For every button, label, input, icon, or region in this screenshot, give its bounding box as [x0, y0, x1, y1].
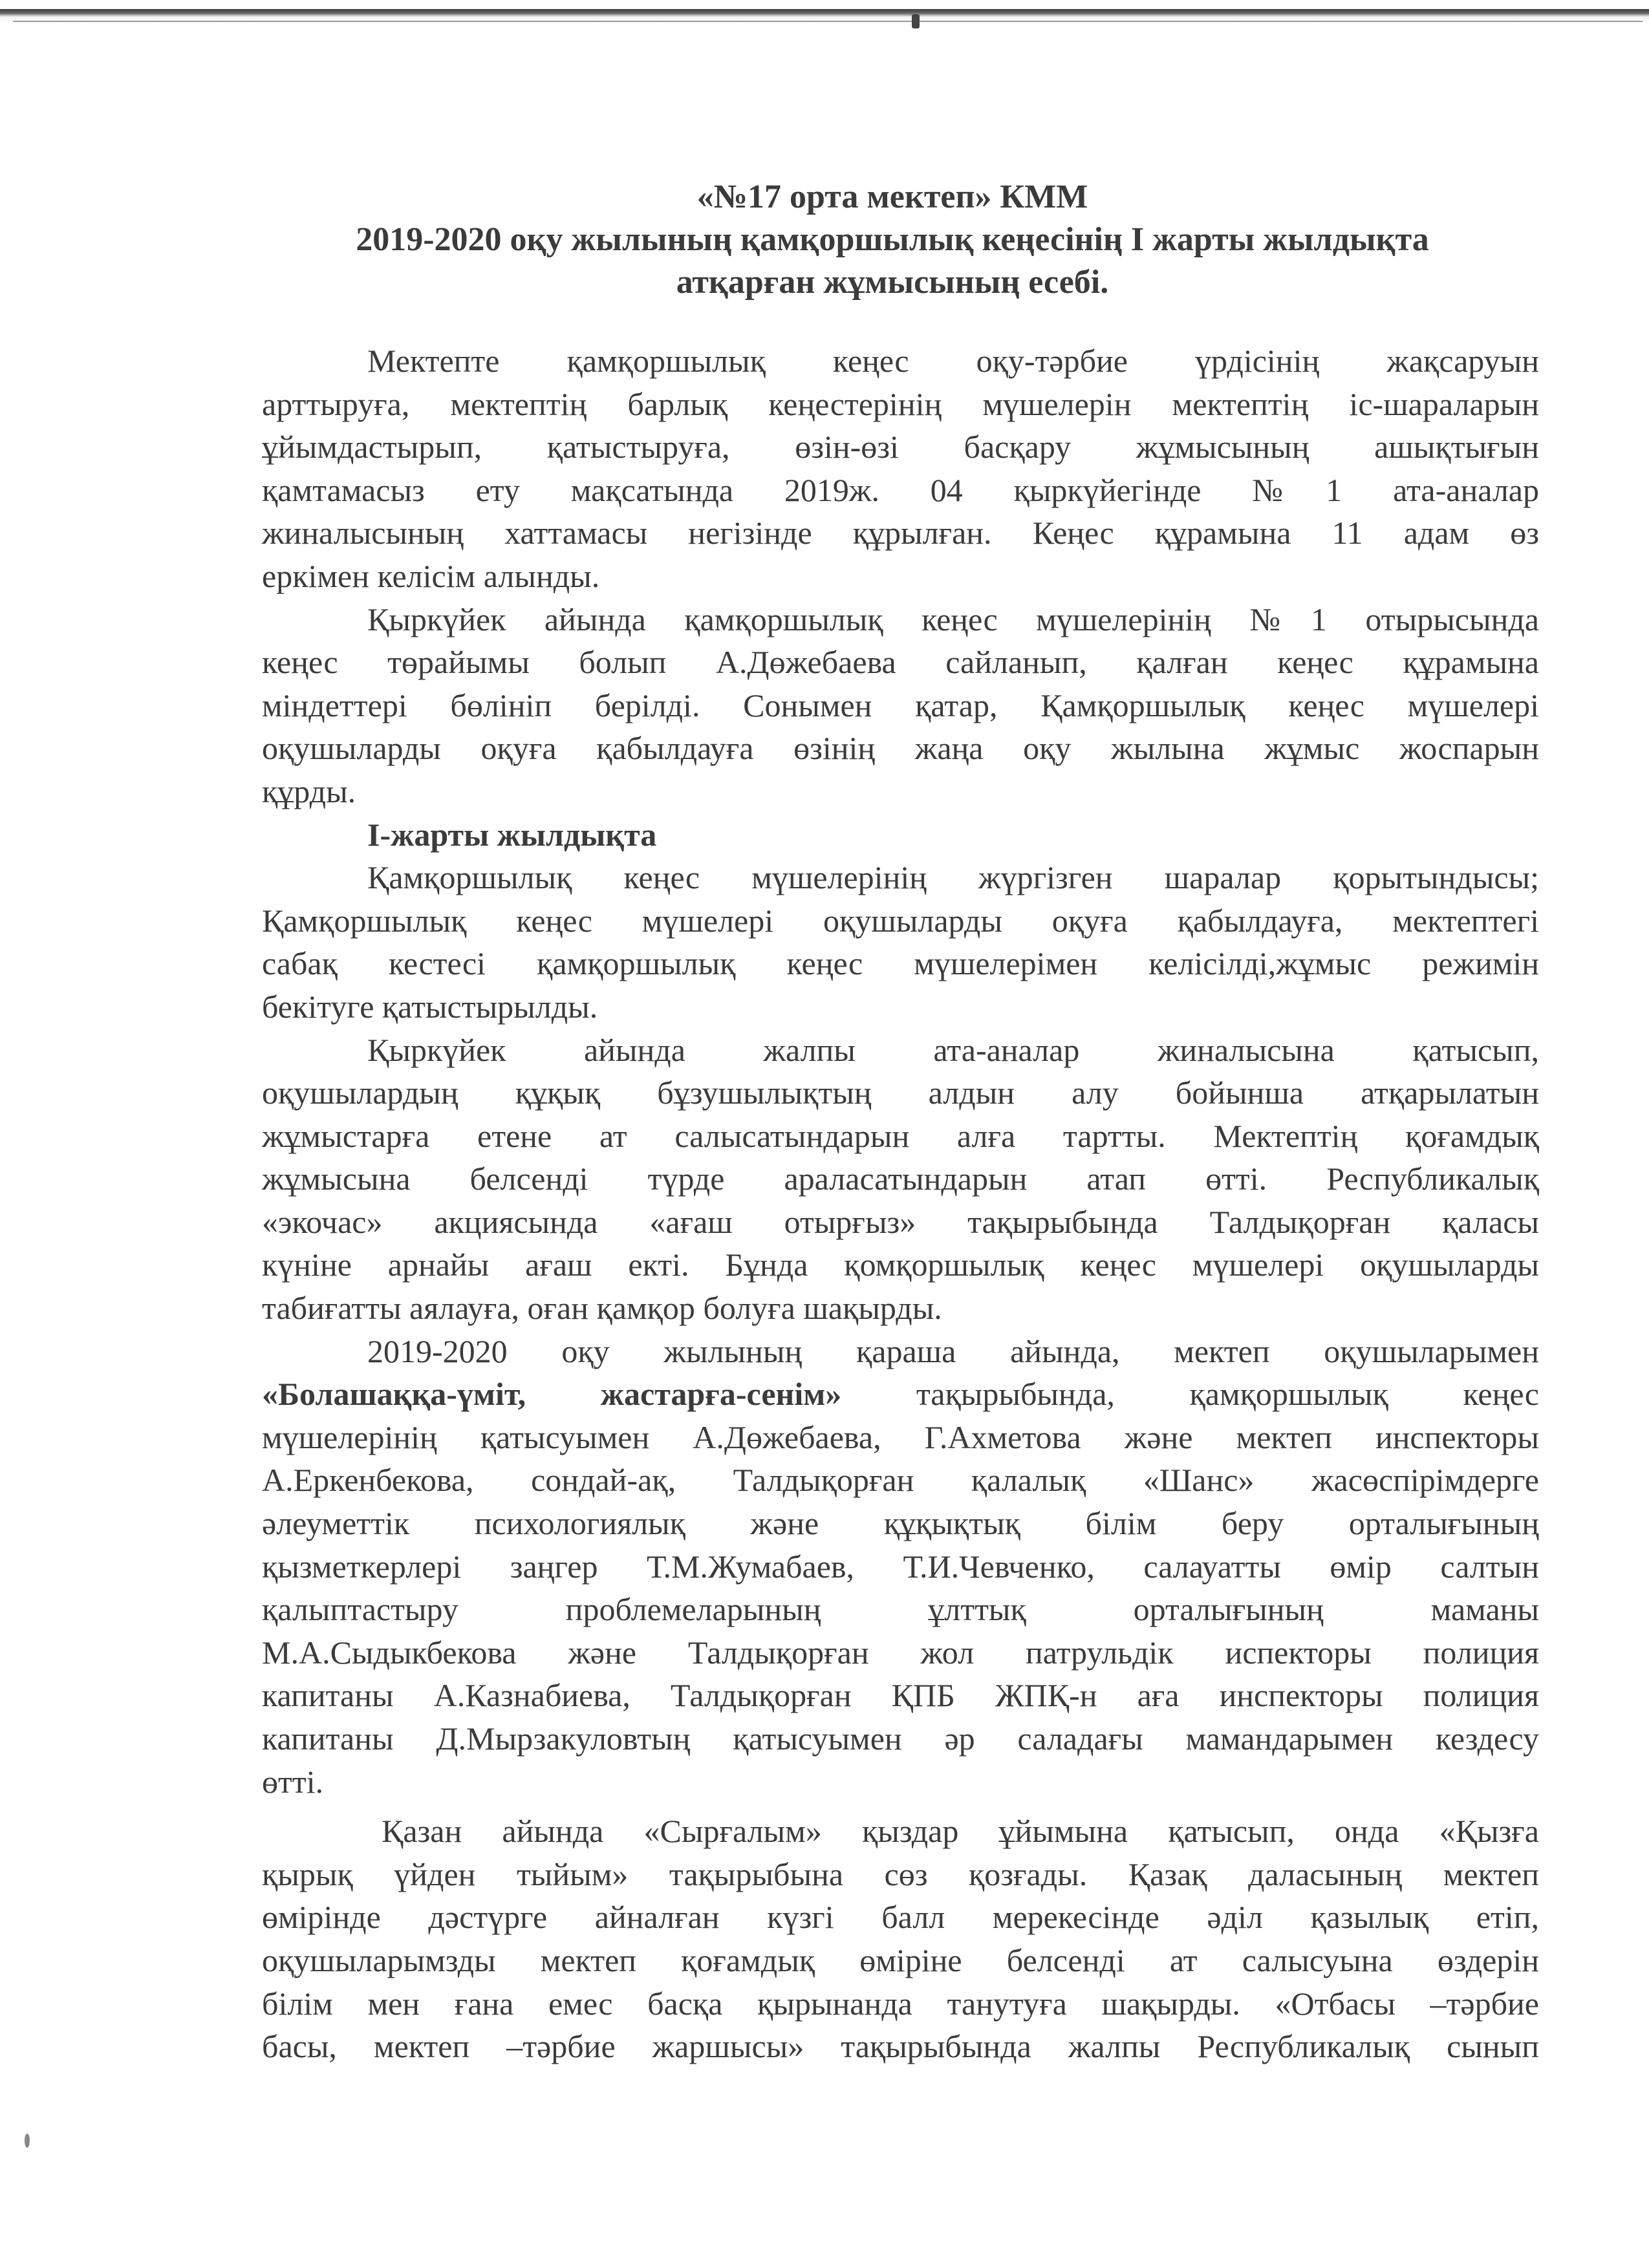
text-line: білім мен ғана емес басқа қырынанда танутуға шақырды. «Отбасы –тәрбие [262, 1985, 1539, 2022]
text-line: 2019-2020 оқу жылының қараша айында, мектеп оқушыларымен [367, 1332, 1539, 1369]
section-heading-text: І-жарты жылдықта [367, 816, 657, 853]
text-line: арттыруға, мектептің барлық кеңестерінің мүшелерін мектептің іс-шараларын [262, 385, 1539, 422]
paragraph-council-formation [262, 339, 1539, 598]
text-line: Қамқоршылық кеңес мүшелері оқушыларды оқуға қабылдауға, мектептегі [262, 902, 1539, 939]
text-line: табиғатты аялауға, оған қамқор болуға шақырды. [262, 1290, 942, 1327]
text-line: қызметкерлері заңгер Т.М.Жумабаев, Т.И.Чевченко, салауатты өмір салтын [262, 1548, 1539, 1585]
paragraph-parents-meeting [262, 1029, 1539, 1330]
title-report-cont: атқарған жұмысының есебі. [676, 264, 1109, 301]
paragraph-gap [262, 1803, 1539, 1810]
text-line: қамтамасыз ету мақсатында 2019ж. 04 қыркүйегінде №1 ата-аналар [262, 471, 1539, 508]
text-line: өтті. [262, 1763, 324, 1800]
text-line: «экочас» акциясында «ағаш отырғыз» тақырыбында Талдықорған қаласы [262, 1203, 1539, 1240]
text-line: еркімен келісім алынды. [262, 557, 600, 594]
text-line: оқушыларымзды мектеп қоғамдық өміріне белсенді ат салысуына өздерін [262, 1942, 1539, 1978]
text-line: Мектепте қамқоршылық кеңес оқу-тәрбие үрдісінің жақсаруын [367, 343, 1539, 379]
paragraph-october-event [262, 1810, 1539, 2068]
event-title-bold: «Болашаққа-үміт, жастарға-сенім» [262, 1376, 842, 1413]
section-heading [262, 813, 1539, 857]
title-school: «№17 орта мектеп» КММ [696, 178, 1088, 215]
text-line: қырық үйден тыйым» тақырыбына сөз қозғады. Қазақ даласының мектеп [262, 1856, 1539, 1892]
paragraph-results [262, 856, 1539, 1028]
text-line: оқушылардың құқық бұзушылықтың алдын алу бойынша атқарылатын [262, 1075, 1539, 1111]
document-body [262, 339, 1539, 2068]
text-line: басы, мектеп –тәрбие жаршысы» тақырыбында жалпы Республикалық сынып [262, 2028, 1539, 2065]
text-line: әлеуметтік психологиялық және құқықтық білім беру орталығының [262, 1505, 1539, 1542]
text-line: оқушыларды оқуға қабылдауға өзінің жаңа оқу жылына жұмыс жоспарын [262, 730, 1539, 767]
text-line: А.Еркенбекова, сондай-ақ, Талдықорған қалалық «Шанс» жасөспірімдерге [262, 1462, 1539, 1499]
text-line: капитаны Д.Мырзакуловтың қатысуымен әр саладағы мамандарымен кездесу [262, 1720, 1539, 1757]
text-line: Қыркүйек айында қамқоршылық кеңес мүшелерінің №1 отырысында [367, 601, 1539, 637]
text-line: жұмысына белсенді түрде араласатындарын атап өтті. Республикалық [262, 1161, 1539, 1197]
text-line: қалыптастыру проблемеларының ұлттық орталығының маманы [262, 1591, 1539, 1628]
text-line: өмірінде дәстүрге айналған күзгі балл мерекесінде әділ қазылық етіп, [262, 1899, 1539, 1936]
title-report: 2019-2020 оқу жылының қамқоршылық кеңесінің І жарты жылдықта [356, 221, 1429, 258]
text-line: ұйымдастырып, қатыстыруға, өзін-өзі басқару жұмысының ашықтығын [262, 429, 1539, 465]
text-line: күніне арнайы ағаш екті. Бұнда қомқоршылық кеңес мүшелері оқушыларды [262, 1246, 1539, 1283]
text-line: Қамқоршылық кеңес мүшелерінің жүргізген шаралар қорытындысы; [367, 859, 1539, 896]
text-line: құрды. [262, 773, 356, 809]
text-line: міндеттері бөлініп берілді. Сонымен қатар, Қамқоршылық кеңес мүшелері [262, 687, 1539, 723]
paragraph-september-meeting [262, 598, 1539, 813]
text-line: капитаны А.Казнабиева, Талдықорған ҚПБ ЖПҚ-н аға инспекторы полиция [262, 1677, 1539, 1714]
text-line: Қазан айында «Сырғалым» қыздар ұйымына қатысып, онда «Қызға [382, 1813, 1539, 1850]
text-line: сабақ кестесі қамқоршылық кеңес мүшелерімен келісілді,жұмыс режимін [262, 945, 1539, 982]
text-line: М.А.Сыдыкбекова және Талдықорған жол патрульдік испекторы полиция [262, 1634, 1539, 1671]
text-line [262, 1373, 1539, 1416]
paragraph-november-event [262, 1330, 1539, 1804]
text-line-rest: тақырыбында, қамқоршылық кеңес [916, 1376, 1539, 1413]
text-line: Қыркүйек айында жалпы ата-аналар жиналысына қатысып, [367, 1031, 1539, 1068]
text-line: жұмыстарға етене ат салысатындарын алға тартты. Мектептің қоғамдық [262, 1117, 1539, 1154]
text-line: мүшелерінің қатысуымен А.Дөжебаева, Г.Ахметова және мектеп инспекторы [262, 1418, 1539, 1455]
text-line: жиналысының хаттамасы негізінде құрылған. Кеңес құрамына 11 адам өз [262, 515, 1539, 551]
text-line: кеңес төрайымы болып А.Дөжебаева сайланып, қалған кеңес құрамына [262, 644, 1539, 681]
text-line: бекітуге қатыстырылды. [262, 988, 598, 1025]
